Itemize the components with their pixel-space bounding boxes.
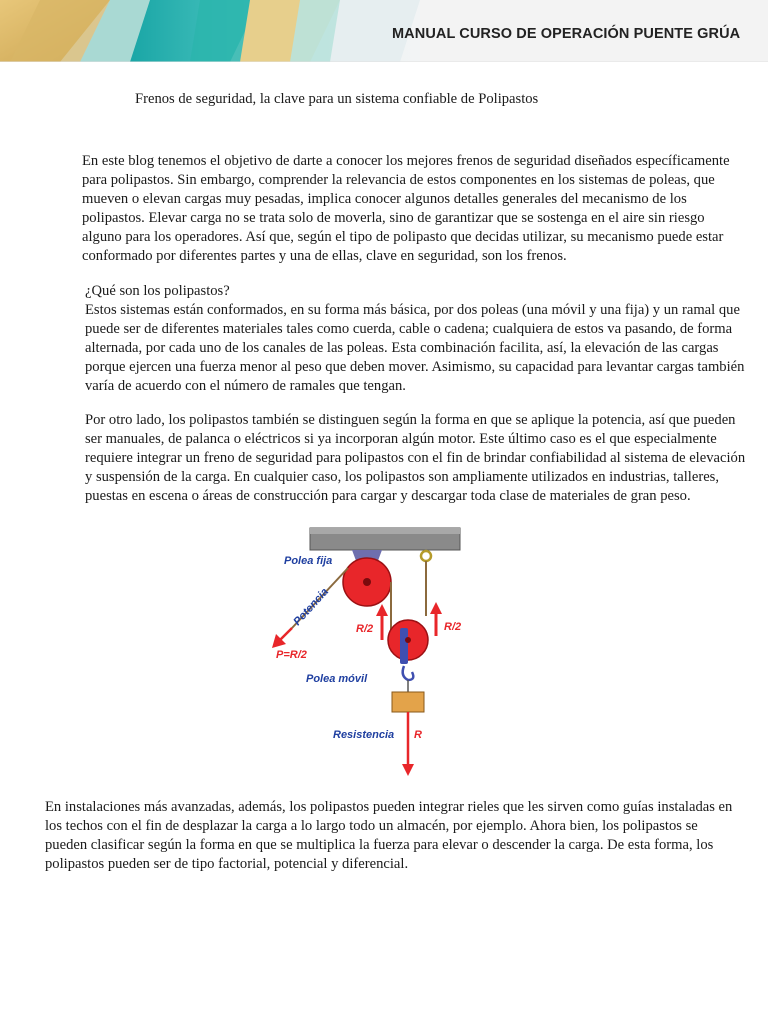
page-header [0, 0, 768, 62]
effort-label: Potencia [291, 585, 331, 629]
intro-paragraph: En este blog tenemos el objetivo de darte a conocer los mejores frenos de seguridad diseñados específicamente para polipastos. Sin embargo, comprender la relevancia de estos componentes en los sistemas de poleas, que mueven o elevan cargas muy pesadas, implica conocer algunos detalles generales del mecanismo de los polipastos. Elevar carga no se trata solo de moverla, sino de garantizar que se sostenga en el aire sin riesgo alguno para los operadores. Así que, según el tipo de polipasto que decidas utilizar, su mecanismo puede estar conformado por diferentes partes y una de ellas, clave en seguridad, son los frenos. [82, 153, 730, 264]
load-hook [403, 666, 414, 680]
pulley-diagram [270, 520, 480, 780]
left-tension-label: R/2 [356, 623, 374, 635]
right-tension-label: R/2 [444, 621, 462, 633]
types-paragraph: Por otro lado, los polipastos también se distinguen según la forma en que se aplique la potencia, así que pueden ser manuales, de palanca o eléctricos si ya incorporan algún motor. Este último caso es el que especialmente requiere integrar un freno de seguridad para polipastos con el fin de brindar confiabilidad al sistema de elevación y suspensión de la carga. En cualquier caso, los polipastos son ampliamente utilizados en industrias, talleres, puestas en escena o áreas de construcción para cargar y descargar toda clase de materiales de gran peso. [85, 412, 746, 504]
question-heading: ¿Qué son los polipastos? [85, 283, 230, 299]
document-title: Frenos de seguridad, la clave para un sistema confiable de Polipastos [135, 91, 539, 107]
anchor-ring [421, 551, 431, 561]
manual-title: MANUAL CURSO DE OPERACIÓN PUENTE GRÚA [392, 26, 741, 42]
resistance-label: Resistencia [333, 729, 395, 741]
movable-pulley-label: Polea móvil [306, 673, 368, 685]
definition-paragraph: Estos sistemas están conformados, en su forma más básica, por dos poleas (una móvil y una fija) y un ramal que puede ser de diferentes materiales tales como cuerda, cable o cadena; cualquiera de estos va pasando, de forma alternada, por cada uno de los canales de las poleas. Esta combinación facilita, así, la elevación de las cargas porque ejercen una fuerza menor al peso que deben mover. Asimismo, su capacidad para levantar cargas también varía de acuerdo con el número de ramales que tengan. [85, 302, 745, 394]
load-block [392, 692, 424, 712]
effort-formula: P=R/2 [276, 649, 307, 661]
advanced-paragraph: En instalaciones más avanzadas, además, los polipastos pueden integrar rieles que les sirven como guías instaladas en los techos con el fin de desplazar la carga a lo largo todo un almacén, por ejemplo. Ahora bien, los polipastos se pueden clasificar según la forma en que se multiplica la fuerza para elevar o descender la carga. De esta forma, los polipastos pueden ser de tipo factorial, potencial y diferencial. [45, 799, 733, 872]
fixed-pulley-label: Polea fija [284, 555, 333, 567]
resistance-symbol: R [414, 729, 422, 741]
